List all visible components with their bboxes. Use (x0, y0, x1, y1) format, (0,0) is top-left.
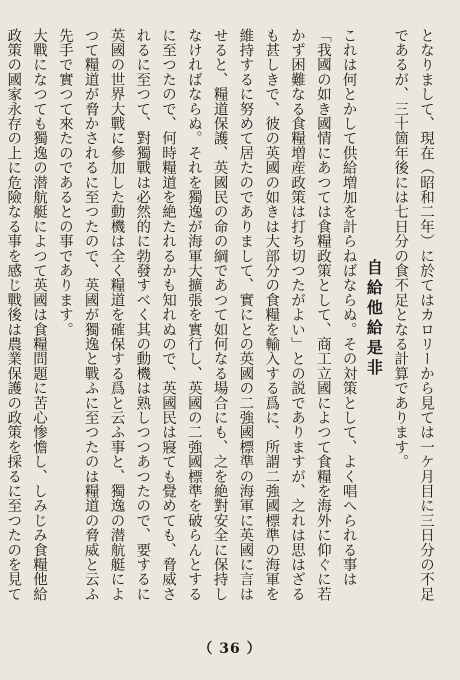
section-heading: 自給他給是非 (364, 259, 384, 379)
paragraph-1: となりまして、現在（昭和二年）に於てはカロリーから見ては一ケ月目に三日分の不足であるが、三十箇年後には七日分の食不足となる計算であります。 (392, 28, 434, 602)
paragraph-3: 大戰になつても獨逸の潜航艇によつて英國は食糧問題に苦心惨憺し、しみじみ食糧他給政策の國家永存の上に危險なる事を感じ戰後は農業保護の政策を採るに至つたのを見て (5, 28, 48, 602)
vertical-text-block (5, 28, 438, 610)
paragraph-2: これは何とかして供給増加を計らねばならぬ。その対策として、よく唱へられる事は「我國の如き國情にあつては食糧政策として、商工立國によつて食糧を海外に仰ぐに若かず困難なる食糧増産政策は打ち切つたがよい」との説でありますが、之れは思はざるも甚しきで、彼の英國の如きは大部分の食糧を輸入する爲に、所謂二強國標準の海軍を維持するに努めて居たのでありまして、實にとの英國の二強國標準の海軍に英國に言はせると、糧道保護、英國民の命の綱であつて如何なる場合にも、之を絶對安全に保持しなければならぬ。それを獨逸が海軍大擴張を實行し、英國の二強國標準を破らんとするに至つたので、何時糧道を絶たれるかも知れぬので、英國民は寢ても覺めても、脅威されるに至つて、對獨戰は必然的に勃發すべく其の動機は熟しつつあつたので、要するに英國の世界大戰に參加した動機は全く糧道を確保する爲と云ふ事と、獨逸の潜航艇によつて糧道が脅かされるに至つたので、英國が獨逸と戰ふに至つたのは糧道の脅威と云ふ先手で實つて來たのであるとの事であります。 (56, 28, 357, 602)
page-number: （ 36 ） (198, 641, 262, 657)
